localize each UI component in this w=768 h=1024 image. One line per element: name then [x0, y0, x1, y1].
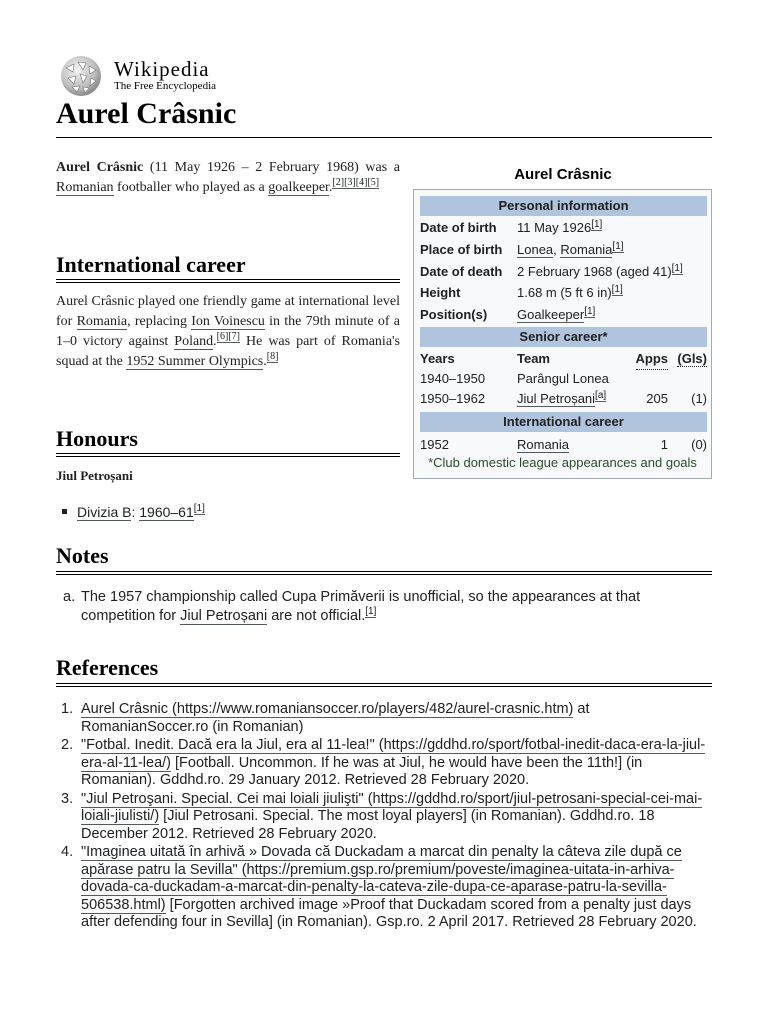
ref-link[interactable]: [4] — [355, 177, 368, 189]
infobox-footnote: *Club domestic league appearances and goals — [428, 455, 697, 470]
infobox-value — [517, 305, 595, 325]
column-gls[interactable] — [677, 349, 707, 369]
section-heading-honours: Honours — [56, 426, 138, 451]
ref-link[interactable]: [1] — [591, 218, 603, 230]
ref-link[interactable]: [8] — [266, 351, 279, 363]
career-apps: 205 — [646, 391, 668, 406]
link-jiul-petrosani[interactable]: Jiul Petroșani — [180, 608, 268, 624]
link-season[interactable]: 1960–61 — [139, 504, 194, 520]
honours-list — [56, 502, 205, 522]
career-years: 1940–1950 — [420, 371, 486, 386]
section-heading-references: References — [56, 655, 159, 680]
section-divider — [56, 683, 712, 687]
infobox-label: Date of birth — [420, 220, 497, 235]
infobox-row-date-of-birth — [420, 218, 707, 238]
reference-link[interactable]: Aurel Crâsnic (https://www.romaniansoccer.ro/players/482/aurel-crasnic.htm) — [81, 701, 574, 717]
bullet-icon — [62, 509, 67, 514]
place-sep: , — [553, 242, 561, 257]
infobox-header-senior-career: Senior career* — [420, 327, 707, 347]
reference-item — [56, 844, 712, 932]
link-goalkeeper[interactable]: Goalkeeper — [517, 307, 585, 322]
references-list — [56, 701, 712, 933]
reference-text: [Football. Uncommon. If he was at Jiul, he would have been the 11th!] (in Romanian). Gddhd.ro. 29 January 2012. Retrieved 28 February 2020. — [81, 754, 643, 788]
section-heading-international-career: International career — [56, 252, 246, 277]
lead-refs — [332, 177, 379, 189]
infobox-row-height — [420, 283, 707, 303]
section-divider — [56, 571, 712, 575]
note-text: The 1957 championship called Cupa Primăverii is unofficial, so the appearances at that competition for — [81, 589, 641, 624]
intl-goals: (0) — [691, 437, 707, 452]
reference-text: [Jiul Petrosani. Special. The most loyal players] (in Romanian). Gddhd.ro. 18 December 2012. Retrieved 28 February 2020. — [81, 808, 655, 842]
link-1952-summer-olympics[interactable]: 1952 Summer Olympics — [126, 354, 264, 369]
wikipedia-tagline: The Free Encyclopedia — [114, 80, 217, 92]
note-item — [56, 588, 712, 626]
intl-years: 1952 — [420, 437, 449, 452]
link-romanian[interactable]: Romanian — [56, 180, 114, 195]
reference-marker: 3. — [61, 790, 74, 807]
honours-club-heading: Jiul Petroșani — [56, 468, 133, 483]
infobox-row-place-of-birth — [420, 240, 707, 260]
honours-sep: : — [131, 504, 140, 520]
infobox-row-position — [420, 305, 707, 325]
reference-link[interactable]: "Fotbal. Inedit. Dacă era la Jiul, era al 11-lea!" (https://gddhd.ro/sport/fotbal-inedit-daca-era-la-jiul-era-al-11-lea/) — [81, 737, 706, 771]
table-row — [420, 389, 707, 409]
table-row — [420, 435, 707, 455]
list-item — [56, 502, 205, 522]
link-romania[interactable]: Romania — [76, 314, 128, 329]
page-title: Aurel Crâsnic — [56, 97, 237, 130]
link-poland[interactable]: Poland — [174, 334, 214, 349]
lead-paragraph — [56, 158, 400, 198]
career-text: He was part of Romania's squad at the — [56, 334, 400, 369]
note-ref-link[interactable]: [a] — [595, 389, 607, 401]
reference-item — [56, 737, 712, 790]
infobox-header-personal: Personal information — [420, 196, 707, 216]
link-divizia-b[interactable]: Divizia B — [77, 504, 132, 520]
lead-period: . — [328, 180, 333, 195]
career-text: in the 79th minute of a 1–0 victory against — [56, 314, 400, 349]
death-date: 2 February 1968 (aged 41) — [517, 264, 672, 279]
reference-marker: 4. — [61, 844, 74, 860]
ref-link[interactable]: [6] — [216, 331, 229, 343]
career-team — [517, 389, 606, 409]
reference-text: at RomanianSoccer.ro (in Romanian) — [81, 701, 590, 735]
note-text: are not official. — [267, 608, 366, 624]
infobox-label: Position(s) — [420, 307, 488, 322]
lead-text: footballer who played as a — [113, 180, 269, 195]
ref-link[interactable]: [1] — [671, 262, 683, 274]
career-text: . — [213, 334, 217, 349]
section-divider — [56, 453, 400, 457]
infobox-row-date-of-death — [420, 262, 707, 282]
infobox-label: Height — [420, 285, 461, 300]
ref-link[interactable]: [1] — [193, 503, 205, 515]
link-romania[interactable]: Romania — [517, 437, 570, 452]
table-row — [420, 369, 707, 389]
reference-item — [56, 791, 712, 844]
ref-link[interactable]: [2] — [332, 177, 345, 189]
career-paragraph — [56, 292, 400, 372]
link-goalkeeper[interactable]: goalkeeper — [268, 180, 329, 195]
column-gls-label[interactable]: (Gls) — [677, 351, 707, 366]
infobox-label: Place of birth — [420, 242, 503, 257]
column-years: Years — [420, 351, 455, 366]
infobox-value — [517, 240, 624, 260]
reference-link[interactable]: "Jiul Petroşani. Special. Cei mai loiali jiulişti" (https://gddhd.ro/sport/jiul-petrosani-special-cei-mai-loiali-jiulisti/) — [81, 790, 703, 824]
ref-link[interactable]: [1] — [611, 283, 623, 295]
ref-link[interactable]: [1] — [584, 305, 596, 317]
link-jiul-petrosani[interactable]: Jiul Petroșani — [517, 391, 596, 406]
note-marker: a. — [63, 589, 76, 605]
column-apps[interactable]: Apps — [636, 349, 669, 370]
infobox-value — [517, 262, 683, 282]
infobox-senior-columns — [420, 349, 707, 369]
career-text: . — [263, 354, 267, 369]
intl-team — [517, 435, 569, 455]
infobox — [413, 189, 712, 479]
site-header — [56, 54, 256, 98]
ref-link[interactable]: [3] — [344, 177, 356, 189]
ref-link[interactable]: [1] — [612, 240, 624, 252]
career-text: Aurel Crâsnic played one friendly game at international level for — [56, 294, 400, 329]
notes-list — [56, 588, 712, 626]
subject-name: Aurel Crâsnic — [56, 160, 144, 175]
link-lonea[interactable]: Lonea — [517, 242, 554, 257]
infobox-caption: Aurel Crâsnic — [514, 166, 612, 183]
section-divider — [56, 279, 400, 283]
wikipedia-wordmark[interactable]: Wikipedia — [114, 57, 210, 81]
link-ion-voinescu[interactable]: Ion Voinescu — [191, 314, 265, 329]
infobox-label: Date of death — [420, 264, 503, 279]
link-romania[interactable]: Romania — [560, 242, 613, 257]
ref-link[interactable]: [7] — [228, 331, 241, 343]
infobox-header-international-career: International career — [420, 412, 707, 432]
ref-link[interactable]: [5] — [367, 177, 380, 189]
section-heading-notes: Notes — [56, 543, 109, 568]
column-team: Team — [517, 351, 550, 366]
career-goals: (1) — [691, 391, 707, 406]
career-years: 1950–1962 — [420, 391, 486, 406]
wikipedia-globe-icon[interactable] — [56, 54, 106, 98]
reference-item — [56, 701, 712, 736]
ref-link[interactable]: [1] — [365, 606, 377, 618]
intl-apps: 1 — [660, 437, 668, 452]
reference-link[interactable]: "Imaginea uitată în arhivă » Dovada că Duckadam a marcat din penalty la câteva zile după ce apărase patru la Sevilla" (https://premium.gsp.ro/premium/poveste/imaginea-uitata-in-arhiva-dovada-ca-duckadam-a-marcat-din-penalty-la-cateva-zile-dupa-ce-aparase-patru-la-sevilla-506538.html) — [81, 844, 682, 913]
lead-dates: (11 May 1926 – 2 February 1968) was a — [143, 160, 400, 175]
career-refs — [217, 331, 240, 343]
birth-date: 11 May 1926 — [517, 220, 592, 235]
career-text: , replacing — [127, 314, 192, 329]
infobox-value — [517, 283, 623, 303]
reference-text: [Forgotten archived image »Proof that Duckadam scored from a penalty just days after defending four in Sevilla] (in Romanian). Gsp.ro. 2 April 2017. Retrieved 28 February 2020. — [81, 896, 697, 930]
height-value: 1.68 m (5 ft 6 in) — [517, 285, 612, 300]
career-team: Parângul Lonea — [517, 371, 609, 386]
reference-marker: 1. — [61, 701, 74, 717]
infobox-value — [517, 218, 602, 238]
title-divider — [56, 137, 712, 138]
reference-marker: 2. — [61, 737, 74, 753]
career-ref — [267, 351, 279, 363]
